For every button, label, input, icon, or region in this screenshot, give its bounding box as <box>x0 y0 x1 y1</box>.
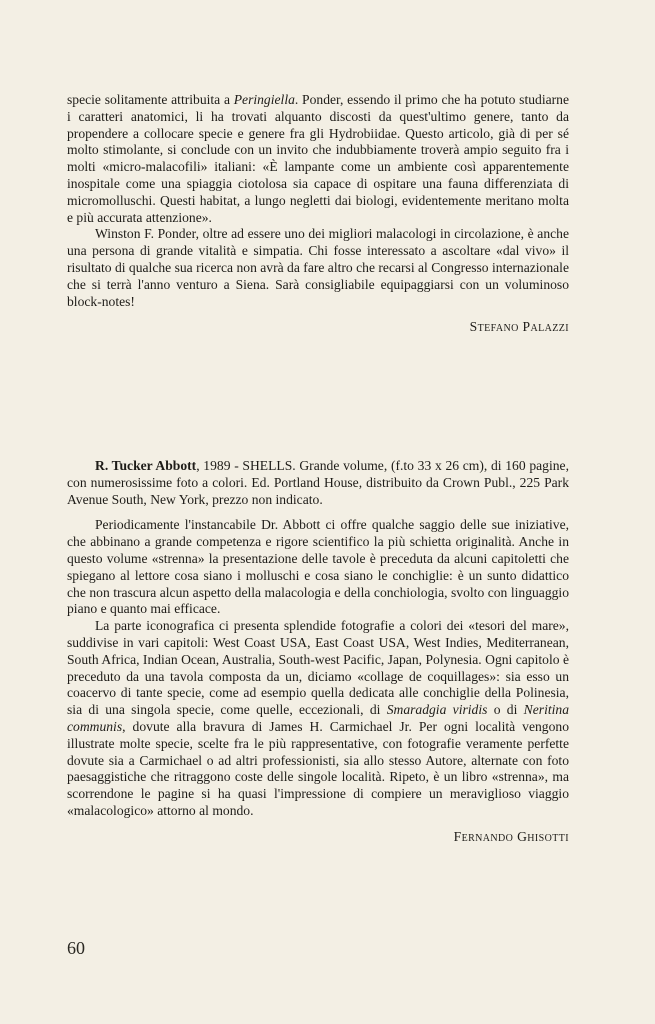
book-citation: R. Tucker Abbott, 1989 - SHELLS. Grande volume, (f.to 33 x 26 cm), di 160 pagine, con numerosissime foto a colori. Ed. Portland House, distribuito da Crown Publ., 225 Park Avenue South, New York, prezzo non indicato. <box>67 458 569 507</box>
review-abbott <box>67 458 569 846</box>
book-author: R. Tucker Abbott <box>95 458 197 473</box>
species-name: Smaradgia viridis <box>386 702 488 718</box>
paragraph: specie solitamente attribuita a Peringiella. Ponder, essendo il primo che ha potuto studiarne i caratteri anatomici, li ha trovati alquanto discosti da quest'ultimo genere, tanto da propendere a collocare specie e genere fra gli Hydrobiidae. Questo articolo, già di per sé molto stimolante, si conclude con un invito che indubbiamente troverà ampio seguito fra i molti «micro-malacofili» italiani: «È lampante come un ambiente così apparentemente inospitale come una spiaggia ciotolosa sia capace di ospitare una fauna differenziata di micromolluschi. Questi habitat, a lungo negletti dai biologi, evidentemente meritano molta e più accurata attenzione». <box>67 92 569 225</box>
genus-name: Peringiella <box>233 92 295 107</box>
paragraph: Winston F. Ponder, oltre ad essere uno dei migliori malacologi in circolazione, è anche una persona di grande vitalità e simpatia. Chi fosse interessato a ascoltare «dal vivo» il risultato di qualche sua ricerca non avrà da fare altro che recarsi al Congresso internazionale che si terrà l'anno venturo a Siena. Sarà consigliabile equipaggiarsi con un voluminoso block-notes! <box>67 226 569 309</box>
species-name: Neritina communis <box>67 702 569 734</box>
author-signature: Stefano Palazzi <box>469 319 569 335</box>
author-signature: Fernando Ghisotti <box>453 828 569 844</box>
review-ponder <box>67 92 569 336</box>
paragraph: Periodicamente l'instancabile Dr. Abbott ci offre qualche saggio delle sue iniziative, che abbinano a grande competenza e rigore scientifico la più schietta originalità. Anche in questo volume «strenna» la presentazione delle tavole è preceduta da alcuni capitoletti che spiegano al lettore cosa siano i molluschi e cosa siano le conchiglie: è un sunto didattico che non trascura alcun aspetto della malacologia e della conchiologia, svolto con linguaggio piano e quanto mai efficace. <box>67 517 569 617</box>
paragraph: La parte iconografica ci presenta splendide fotografie a colori dei «tesori del mare», suddivise in vari capitoli: West Coast USA, East Coast USA, West Indies, Mediterranean, South Africa, Indian Ocean, Australia, South-west Pacific, Japan, Polynesia. Ogni capitolo è preceduto da una tavola composta da un, diciamo «collage de coquillages»: sia esso un coacervo di tante specie, come ad esempio quella dedicata alle conchiglie della Polinesia, sia di una singola specie, come quelle, eccezionali, di Smaradgia viridis o di Neritina communis, dovute alla bravura di James H. Carmichael Jr. Per ogni località vengono illustrate molte specie, scelte fra le più rappresentative, con fotografie veramente perfette dovute sia a Carmichael o ad altri professionisti, sia allo stesso Autore, alternate con foto paesaggistiche che ritraggono coste delle singole località. Ripeto, è un libro «strenna», ma scorrendone le pagine si ha quasi l'impressione di compiere un meraviglioso viaggio «malacologico» attorno al mondo. <box>67 618 569 818</box>
page-number: 60 <box>67 938 85 958</box>
